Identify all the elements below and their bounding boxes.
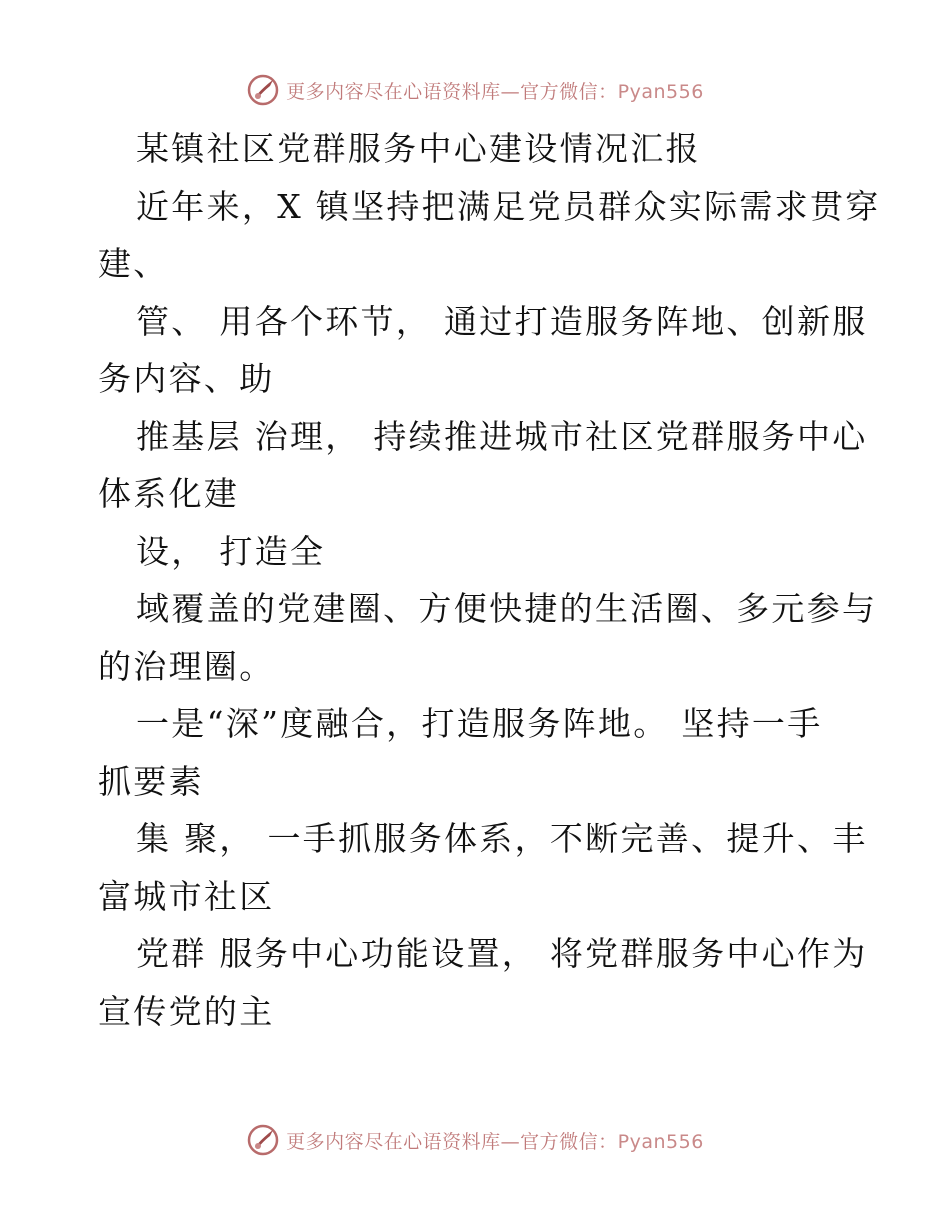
paragraph-line: 设， 打造全 bbox=[136, 531, 326, 571]
paragraph-line: 体系化建 bbox=[98, 474, 240, 513]
paragraph-line: 抓要素 bbox=[98, 761, 204, 801]
document-body bbox=[98, 120, 881, 1040]
paragraph-line: 务内容、助 bbox=[98, 359, 275, 398]
watermark-text bbox=[286, 1127, 704, 1154]
watermark-label: 更多内容尽在心语资料库—官方微信： bbox=[286, 80, 618, 103]
watermark-wechat-id: Pyan556 bbox=[617, 80, 704, 103]
paragraph-line: 党群 服务中心功能设置， 将党群服务中心作为 bbox=[136, 934, 868, 973]
footer-watermark bbox=[0, 1120, 950, 1160]
paragraph-line: 推基层 治理， 持续推进城市社区党群服务中心 bbox=[136, 416, 868, 456]
paragraph-line: 域覆盖的党建圈、方便快捷的生活圈、多元参与 bbox=[136, 589, 878, 628]
paragraph-line: 近年来，X 镇坚持把满足党员群众实际需求贯穿 bbox=[136, 186, 881, 226]
brush-logo-icon bbox=[246, 1123, 280, 1157]
paragraph-line: 富城市社区 bbox=[98, 876, 275, 916]
brush-logo-icon bbox=[246, 73, 280, 107]
paragraph-line: 一是“深”度融合，打造服务阵地。 坚持一手 bbox=[136, 704, 823, 743]
watermark-text bbox=[286, 77, 704, 104]
watermark-label: 更多内容尽在心语资料库—官方微信： bbox=[286, 1130, 618, 1153]
paragraph-line: 的治理圈。 bbox=[98, 646, 275, 686]
paragraph-line: 集 聚， 一手抓服务体系，不断完善、提升、丰 bbox=[136, 819, 868, 858]
paragraph-line: 管、 用各个环节， 通过打造服务阵地、创新服 bbox=[136, 301, 868, 341]
paragraph-line: 建、 bbox=[98, 244, 169, 283]
header-watermark bbox=[0, 70, 950, 110]
paragraph-line: 宣传党的主 bbox=[98, 991, 275, 1031]
watermark-wechat-id: Pyan556 bbox=[617, 1130, 704, 1153]
document-title: 某镇社区党群服务中心建设情况汇报 bbox=[136, 129, 701, 168]
